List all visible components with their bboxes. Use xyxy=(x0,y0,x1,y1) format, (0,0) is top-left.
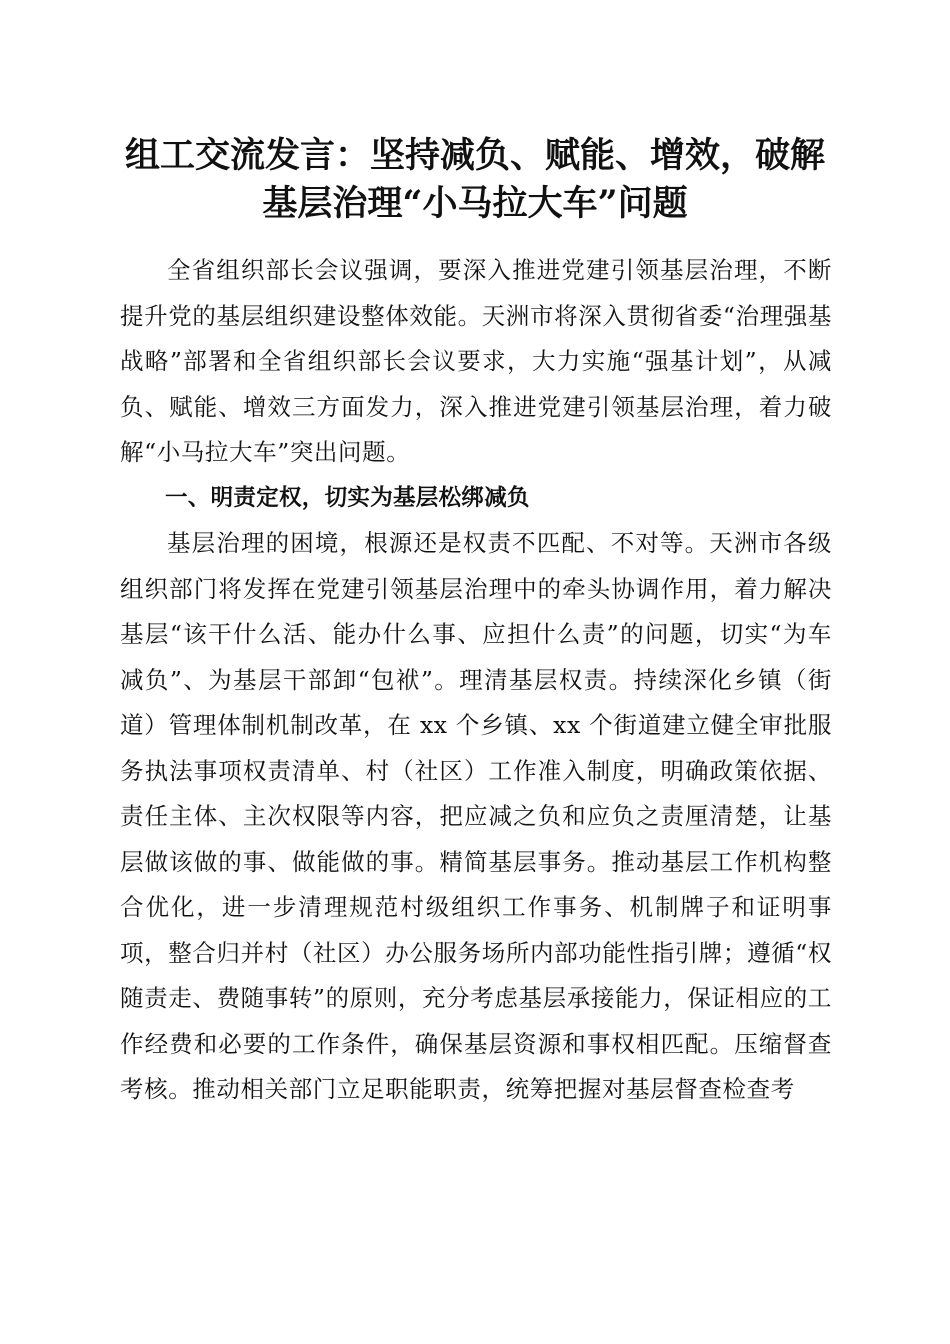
section-paragraph: 基层治理的困境，根源还是权责不匹配、不对等。天洲市各级组织部门将发挥在党建引领基层治理中的牵头协调作用，着力解决基层“该干什么活、能办什么事、应担什么责”的问题，切实“为车减负”、为基层干部卸“包袱”。理清基层权责。持续深化乡镇（街道）管理体制机制改革，在 xx 个乡镇、xx 个街道建立健全审批服务执法事项权责清单、村（社区）工作准入制度，明确政策依据、责任主体、主次权限等内容，把应减之负和应负之责厘清楚，让基层做该做的事、做能做的事。精简基层事务。推动基层工作机构整合优化，进一步清理规范村级组织工作事务、机制牌子和证明事项，整合归并村（社区）办公服务场所内部功能性指引牌；遵循“权随责走、费随事转”的原则，充分考虑基层承接能力，保证相应的工作经费和必要的工作条件，确保基层资源和事权相匹配。压缩督查考核。推动相关部门立足职能职责，统筹把握对基层督查检查考 xyxy=(120,529,832,1103)
section-heading: 一、明责定权，切实为基层松绑减负 xyxy=(165,484,530,511)
document-title xyxy=(100,132,850,228)
intro-paragraph: 全省组织部长会议强调，要深入推进党建引领基层治理，不断提升党的基层组织建设整体效能。天洲市将深入贯彻省委“治理强基战略”部署和全省组织部长会议要求，大力实施“强基计划”，从减负、赋能、增效三方面发力，深入推进党建引领基层治理，着力破解“小马拉大车”突出问题。 xyxy=(120,256,832,466)
title-line-1: 组工交流发言：坚持减负、赋能、增效，破解 xyxy=(124,135,825,176)
title-line-2: 基层治理“小马拉大车”问题 xyxy=(262,183,688,224)
document-body xyxy=(120,248,832,1113)
